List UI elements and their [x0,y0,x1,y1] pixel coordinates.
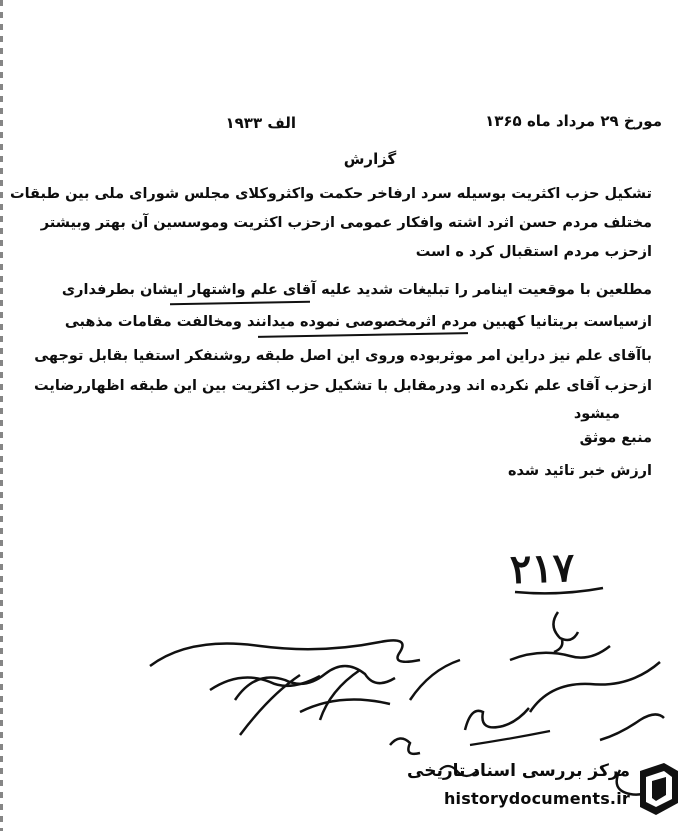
source-line: منبع موثق [579,430,652,446]
body-line: ازحزب مردم استقبال کرد ه است [415,244,652,260]
body-line: تشکیل حزب اکثریت بوسیله سرد ارفاخر حکمت واکثروکلای مجلس شورای ملی بین طبقات [10,186,652,202]
document-number: الف ۱۹۳۳ [225,114,296,132]
body-line: مطلعین با موقعیت اینامر را تبلیغات شدید علیه آقای علم واشتهار ایشان بطرفداری [61,282,652,298]
body-line: ازسیاست بریتانیا کهبین مردم اثرمخصوصی نموده میدانند ومخالفت مقامات مذهبی [64,314,652,330]
document-title: گزارش [343,150,397,168]
body-line: ازحزب آقای علم نکرده اند ودرمقابل با تشکیل حزب اکثریت بین این طبقه اظهاررضایت [34,378,652,394]
filing-number: ۲۱۷ [509,543,576,594]
watermark-name: مرکز بررسی اسناد تاریخی [407,761,630,781]
watermark-url: historydocuments.ir [443,789,630,808]
archive-logo-icon [634,761,682,817]
body-line: باآقای علم نیز دراین امر موثربوده وروی این اصل طبقه روشنفکر استفیا بقابل توجهی [34,348,652,364]
watermark [392,759,682,821]
body-line: میشود [573,406,620,422]
body-line: مختلف مردم حسن اثرد اشته وافکار عمومی ازحزب اکثریت وموسسین آن بهتر وبیشتر [40,215,652,231]
rating-line: ارزش خبر تائید شده [507,463,652,479]
document-date: مورخ ۲۹ مرداد ماه ۱۳۶۵ [485,112,662,130]
